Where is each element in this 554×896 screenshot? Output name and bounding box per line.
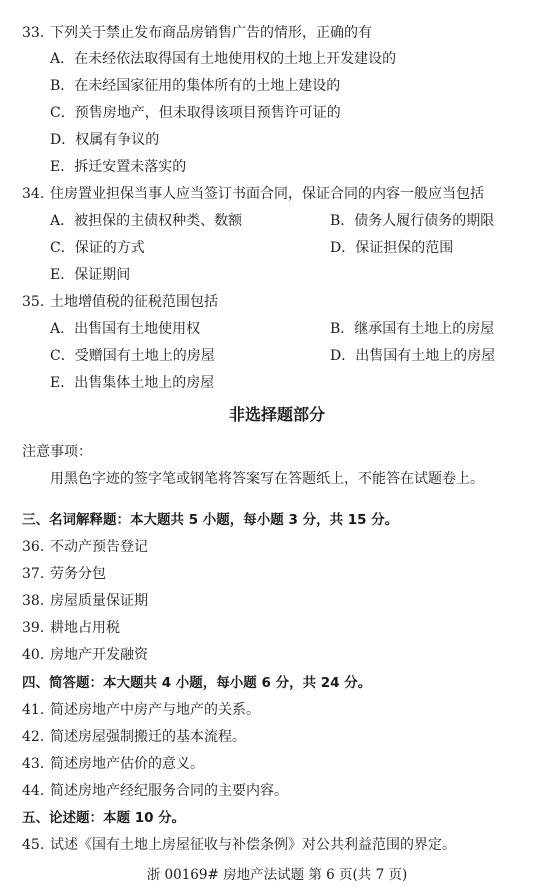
q42-text: 简述房屋强制搬迁的基本流程。 [50,729,246,745]
q44-text: 简述房地产经纪服务合同的主要内容。 [50,783,288,799]
q33-number: 33. [22,25,45,41]
notice-label: 注意事项： [22,444,92,460]
q36-text: 不动产预告登记 [50,539,148,555]
part4-header: 四、简答题：本大题共 4 小题，每小题 6 分，共 24 分。 [22,675,372,691]
q35-option-a: A．出售国有土地使用权 [50,321,201,337]
q39-text: 耕地占用税 [50,620,120,636]
q34-option-d: D．保证担保的范围 [330,240,454,256]
q34-option-c: C．保证的方式 [50,240,145,256]
q35-option-c: C．受赠国有土地上的房屋 [50,348,215,364]
q33-option-d: D．权属有争议的 [50,132,160,148]
q34-number: 34. [22,186,45,202]
q34-option-a: A．被担保的主债权种类、数额 [50,213,243,229]
q38-number: 38. [22,593,45,609]
q35-option-d: D．出售国有土地上的房屋 [330,348,496,364]
q40-text: 房地产开发融资 [50,647,148,663]
section-title: 非选择题部分 [228,405,325,424]
q45-number: 45. [22,837,45,853]
q43-text: 简述房地产估价的意义。 [50,756,204,772]
q37-text: 劳务分包 [50,566,106,582]
q33-option-c: C．预售房地产，但未取得该项目预售许可证的 [50,105,341,121]
q38-text: 房屋质量保证期 [50,593,148,609]
q45-text: 试述《国有土地上房屋征收与补偿条例》对公共利益范围的界定。 [50,837,456,853]
part5-header: 五、论述题：本题 10 分。 [22,810,186,826]
q39-number: 39. [22,620,45,636]
q35-stem: 土地增值税的征税范围包括 [50,294,218,310]
q40-number: 40. [22,647,45,663]
q44-number: 44. [22,783,45,799]
q43-number: 43. [22,756,45,772]
q34-option-e: E．保证期间 [50,267,131,283]
q33-option-e: E．拆迁安置未落实的 [50,159,187,175]
q41-number: 41. [22,702,45,718]
q35-option-e: E．出售集体土地上的房屋 [50,375,215,391]
notice-text: 用黑色字迹的签字笔或钢笔将答案写在答题纸上，不能答在试题卷上。 [50,471,484,487]
q33-stem: 下列关于禁止发布商品房销售广告的情形，正确的有 [50,25,372,41]
q35-number: 35. [22,294,45,310]
q33-option-b: B．在未经国家征用的集体所有的土地上建设的 [50,78,341,94]
q34-option-b: B．债务人履行债务的期限 [330,213,495,229]
q41-text: 简述房地产中房产与地产的关系。 [50,702,260,718]
q37-number: 37. [22,566,45,582]
q34-stem: 住房置业担保当事人应当签订书面合同，保证合同的内容一般应当包括 [50,186,484,202]
q33-option-a: A．在未经依法取得国有土地使用权的土地上开发建设的 [50,51,397,67]
q35-option-b: B．继承国有土地上的房屋 [330,321,495,337]
q42-number: 42. [22,729,45,745]
part3-header: 三、名词解释题：本大题共 5 小题，每小题 3 分，共 15 分。 [22,512,399,528]
q36-number: 36. [22,539,45,555]
page-footer: 浙 00169# 房地产法试题 第 6 页(共 7 页) [146,867,408,883]
